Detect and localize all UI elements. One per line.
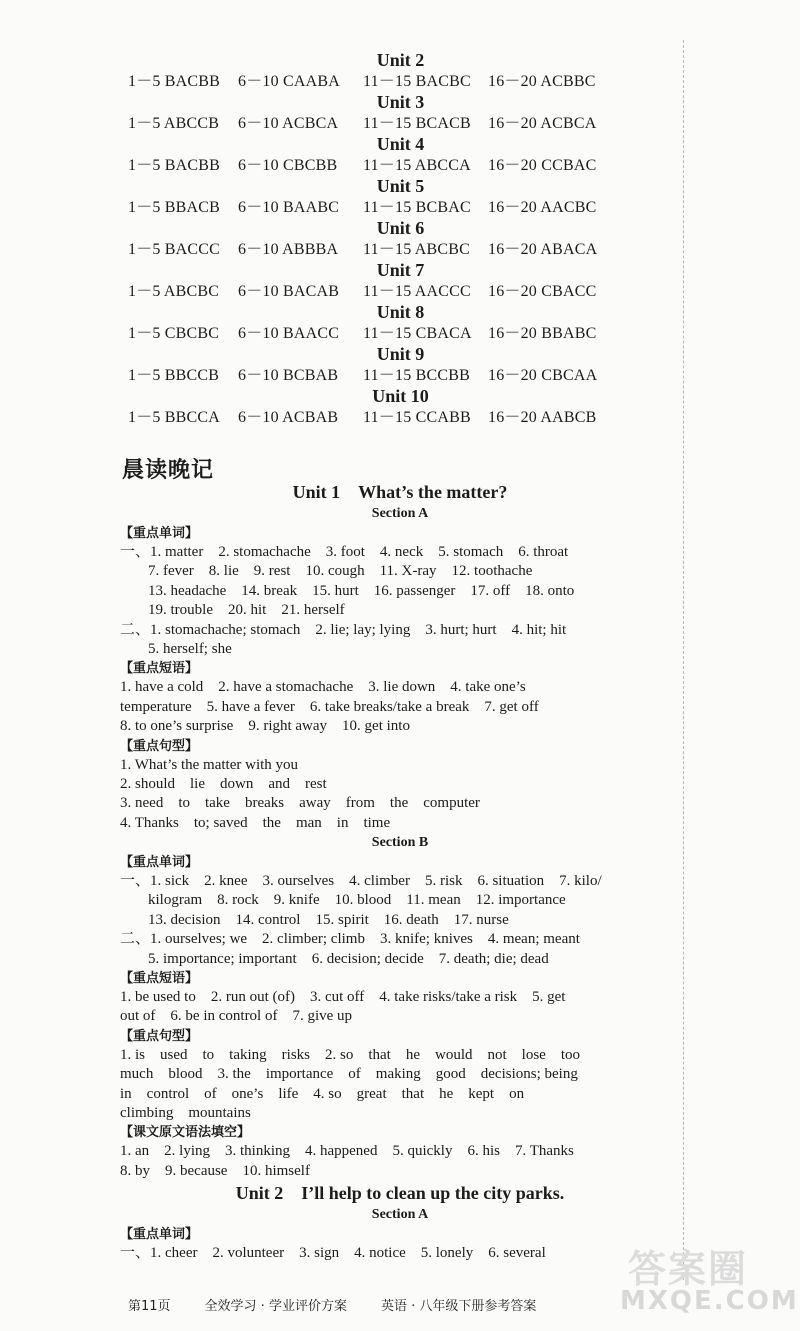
answer-group: 16－20 BBABC xyxy=(488,325,597,342)
subject-title: 英语 · 八年级下册参考答案 xyxy=(380,1299,537,1314)
column-divider xyxy=(683,40,684,1280)
answer-row xyxy=(128,281,673,302)
unit2-title: Unit 2 I’ll help to clean up the city parks. xyxy=(235,1183,565,1204)
answer-key-block xyxy=(128,50,673,428)
watermark-cn: 答案圈 xyxy=(628,1247,749,1291)
answer-group: 1－5 ABCCB xyxy=(128,115,220,132)
answer-row xyxy=(128,71,673,92)
answer-unit-title: Unit 4 xyxy=(376,134,425,154)
text-line: 二、1. stomachache; stomach 2. lie; lay; lying 3. hurt; hurt 4. hit; hit xyxy=(120,621,567,638)
answer-unit-title: Unit 5 xyxy=(376,176,425,196)
text-line: 1. an 2. lying 3. thinking 4. happened 5. quickly 6. his 7. Thanks xyxy=(120,1143,574,1160)
answer-group: 6－10 ACBAB xyxy=(238,409,339,426)
u1b-words-tag: 【重点单词】 xyxy=(120,855,199,871)
text-line: 1. have a cold 2. have a stomachache 3. lie down 4. take one’s xyxy=(120,679,526,696)
u1b-sentences-tag: 【重点句型】 xyxy=(120,1028,199,1044)
answer-group: 6－10 BAACC xyxy=(238,325,340,342)
text-line: 7. fever 8. lie 9. rest 10. cough 11. X-ray 12. toothache xyxy=(148,563,533,580)
text-line: 5. herself; she xyxy=(148,640,232,657)
answer-row xyxy=(128,113,673,134)
answer-unit-title: Unit 3 xyxy=(376,92,425,112)
text-line: 1. is used to taking risks 2. so that he would not lose too xyxy=(120,1046,580,1063)
answer-group: 11－15 BCCBB xyxy=(363,367,470,384)
page-footer xyxy=(128,1295,688,1314)
answer-group: 1－5 ABCBC xyxy=(128,283,220,300)
text-line: 一、1. matter 2. stomachache 3. foot 4. neck 5. stomach 6. throat xyxy=(120,544,569,560)
text-line: temperature 5. have a fever 6. take breaks/take a break 7. get off xyxy=(120,698,539,715)
answer-unit-title: Unit 2 xyxy=(376,50,425,70)
answer-group: 6－10 ACBCA xyxy=(238,115,339,132)
section-heading: 晨读晚记 xyxy=(122,458,215,483)
text-line: 19. trouble 20. hit 21. herself xyxy=(148,602,345,619)
answer-group: 11－15 AACCC xyxy=(363,283,471,300)
text-line: 8. to one’s surprise 9. right away 10. get into xyxy=(120,718,410,735)
unit2-section-a-title: Section A xyxy=(371,1207,429,1223)
answer-group: 11－15 BCACB xyxy=(363,115,471,132)
u1b-grammar-tag: 【课文原文语法填空】 xyxy=(120,1125,251,1141)
answer-group: 6－10 BAABC xyxy=(238,199,340,216)
answer-group: 1－5 BACBB xyxy=(128,73,221,90)
text-line: climbing mountains xyxy=(120,1104,251,1121)
answer-group: 6－10 BACAB xyxy=(238,283,340,300)
answer-group: 1－5 BBCCB xyxy=(128,367,220,384)
u2a-words-tag: 【重点单词】 xyxy=(120,1227,199,1243)
answer-group: 1－5 BBCCA xyxy=(128,409,221,426)
answer-group: 16－20 AACBC xyxy=(488,199,597,216)
answer-group: 1－5 BACCC xyxy=(128,241,221,258)
answer-group: 11－15 CBACA xyxy=(363,325,472,342)
answer-group: 11－15 ABCBC xyxy=(363,241,470,258)
text-line: 一、1. cheer 2. volunteer 3. sign 4. notice 5. lonely 6. several xyxy=(120,1245,546,1262)
answer-unit-title: Unit 7 xyxy=(376,260,425,280)
answer-group: 11－15 CCABB xyxy=(363,409,471,426)
answer-group: 6－10 BCBAB xyxy=(238,367,339,384)
page-number: 第11页 xyxy=(128,1299,171,1314)
answer-group: 1－5 BACBB xyxy=(128,157,221,174)
answer-unit-title: Unit 10 xyxy=(372,386,429,406)
text-line: much blood 3. the importance of making good decisions; being xyxy=(120,1066,578,1083)
watermark-logo xyxy=(620,1238,799,1323)
unit1-section-a-title: Section A xyxy=(371,506,429,521)
answer-unit-title: Unit 6 xyxy=(376,218,425,238)
text-line: in control of one’s life 4. so great that he kept on xyxy=(120,1085,525,1102)
text-line: 1. What’s the matter with you xyxy=(120,756,299,773)
answer-group: 16－20 CBACC xyxy=(488,283,597,300)
answer-unit-title: Unit 9 xyxy=(376,344,425,364)
answer-group: 16－20 ABACA xyxy=(488,241,598,258)
text-line: out of 6. be in control of 7. give up xyxy=(120,1008,353,1025)
answer-group: 1－5 BBACB xyxy=(128,199,221,216)
text-line: 4. Thanks to; saved the man in time xyxy=(120,814,391,831)
answer-group: 16－20 AABCB xyxy=(488,409,597,426)
u1b-phrases-tag: 【重点短语】 xyxy=(120,971,199,987)
answer-group: 16－20 ACBCA xyxy=(488,115,597,132)
answer-row xyxy=(128,365,673,386)
text-line: 一、1. sick 2. knee 3. ourselves 4. climber 5. risk 6. situation 7. kilo/ xyxy=(120,873,602,890)
u1a-sentences-tag: 【重点句型】 xyxy=(120,738,199,754)
answer-group: 1－5 CBCBC xyxy=(128,325,220,342)
vocabulary-block xyxy=(120,480,680,1264)
answer-unit-title: Unit 8 xyxy=(376,302,425,322)
u1a-words-tag: 【重点单词】 xyxy=(120,526,199,541)
unit1-title: Unit 1 What’s the matter? xyxy=(292,482,508,502)
answer-group: 6－10 CBCBB xyxy=(238,157,338,174)
answer-row xyxy=(128,239,673,260)
watermark-en: MXQE.COM xyxy=(620,1286,799,1316)
answer-group: 11－15 ABCCA xyxy=(363,157,471,174)
answer-group: 6－10 ABBBA xyxy=(238,241,339,258)
text-line: 5. importance; important 6. decision; decide 7. death; die; dead xyxy=(148,950,549,967)
answer-row xyxy=(128,323,673,344)
answer-group: 11－15 BACBC xyxy=(363,73,471,90)
answer-row xyxy=(128,155,673,176)
answer-group: 6－10 CAABA xyxy=(238,73,341,90)
series-title: 全效学习 · 学业评价方案 xyxy=(204,1299,347,1314)
unit1-section-b-title: Section B xyxy=(371,835,429,851)
text-line: kilogram 8. rock 9. knife 10. blood 11. mean 12. importance xyxy=(148,892,566,909)
text-line: 8. by 9. because 10. himself xyxy=(120,1162,310,1179)
answer-row xyxy=(128,197,673,218)
u1a-phrases-tag: 【重点短语】 xyxy=(120,661,199,677)
answer-group: 16－20 CCBAC xyxy=(488,157,597,174)
text-line: 13. headache 14. break 15. hurt 16. passenger 17. off 18. onto xyxy=(148,582,575,599)
text-line: 3. need to take breaks away from the computer xyxy=(120,795,480,812)
answer-group: 11－15 BCBAC xyxy=(363,199,471,216)
answer-row xyxy=(128,407,673,428)
text-line: 2. should lie down and rest xyxy=(120,775,327,792)
answer-group: 16－20 ACBBC xyxy=(488,73,596,90)
text-line: 13. decision 14. control 15. spirit 16. death 17. nurse xyxy=(148,911,509,928)
text-line: 二、1. ourselves; we 2. climber; climb 3. knife; knives 4. mean; meant xyxy=(120,931,580,948)
answer-group: 16－20 CBCAA xyxy=(488,367,598,384)
text-line: 1. be used to 2. run out (of) 3. cut off 4. take risks/take a risk 5. get xyxy=(120,989,566,1006)
